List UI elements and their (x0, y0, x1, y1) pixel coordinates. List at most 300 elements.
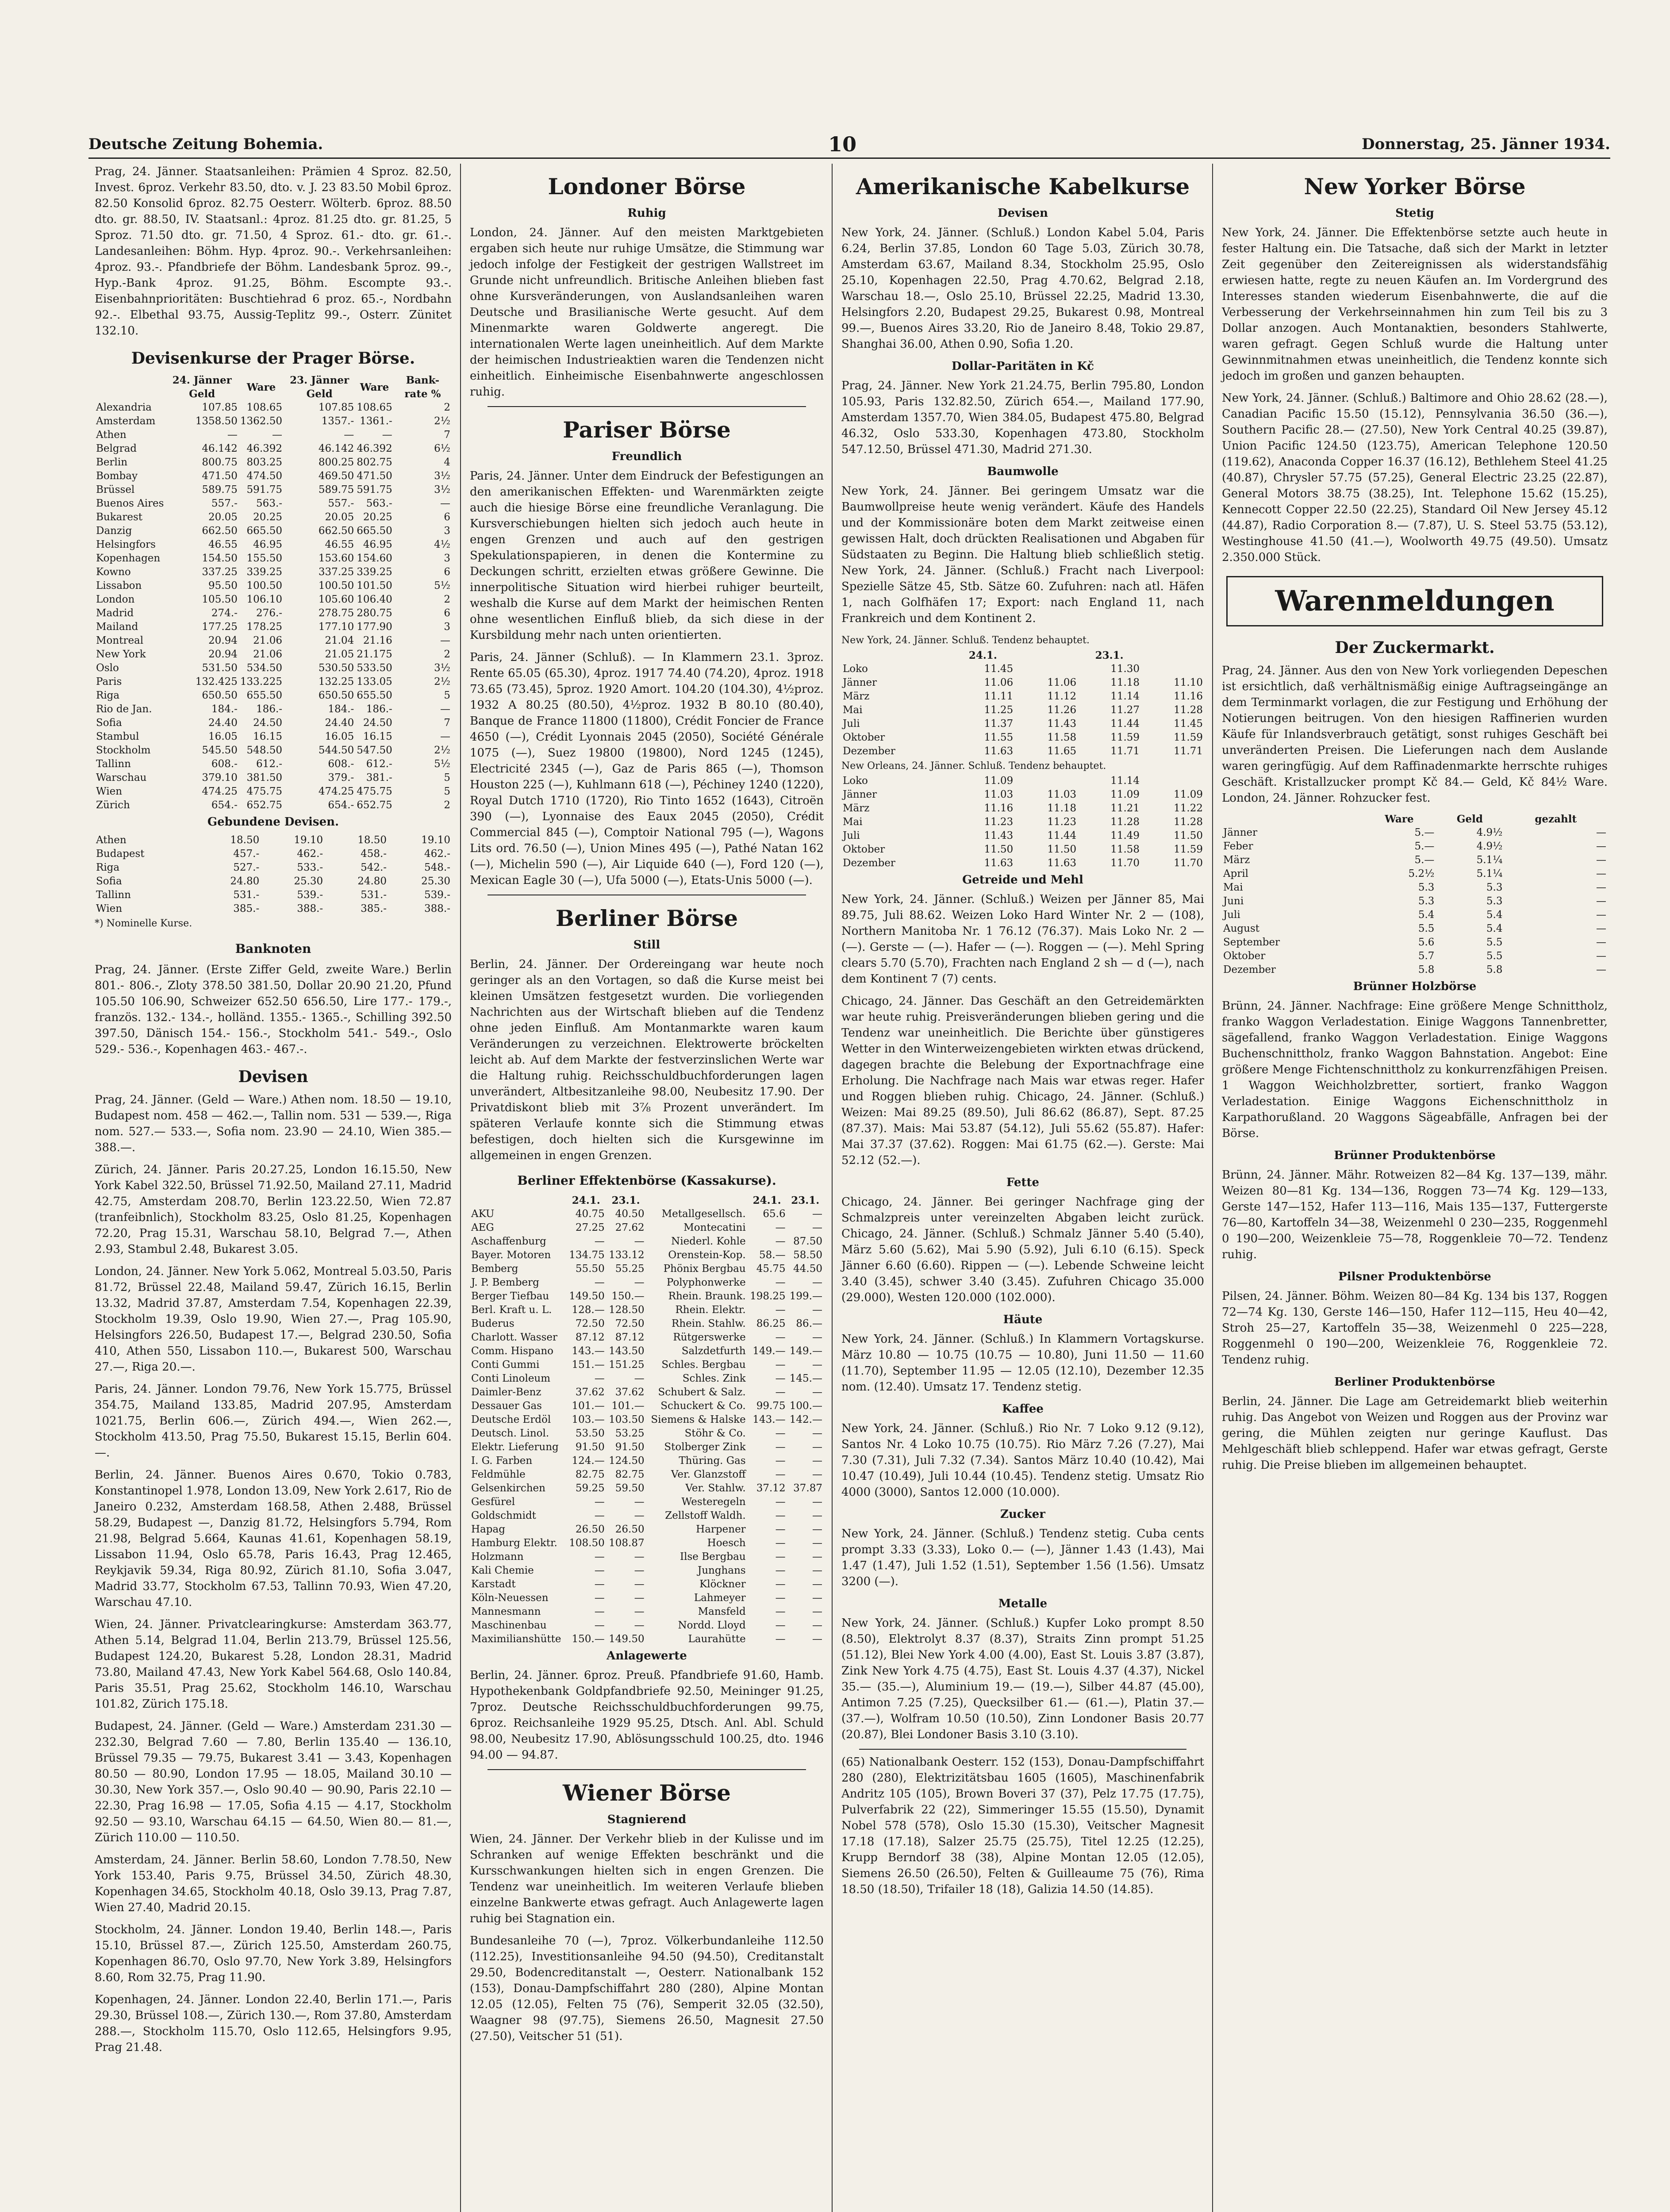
text-paragraph: Berlin, 24. Jänner. Buenos Aires 0.670, Tokio 0.783, Konstantinopel 1.978, London 13.09, New York 2.617, Rio de Janeiro 0.232, Amsterdam 168.58, Athen 2.488, Brüssel 58.29, Budapest —, Danzig 81.72, Helsingfors 5.794, Rom 21.98, Belgrad 5.664, Kaunas 41.61, Kopenhagen 58.19, Lissabon 11.94, Oslo 65.78, Paris 16.43, Prag 12.465, Reykjavik 59.34, Riga 80.92, Zürich 81.10, Sofia 3.047, Madrid 33.77, Stockholm 67.53, Tallinn 70.93, Wien 47.20, Warschau 47.10. (95, 1468, 452, 1609)
table-row (1222, 936, 1608, 949)
table-row (95, 799, 452, 812)
table-header: gezahlt (1535, 813, 1577, 825)
table-cell: 655.50 (246, 690, 283, 701)
table-cell: 471.50 (202, 470, 238, 482)
table-cell: 276.- (256, 607, 283, 619)
baumwolle-ny-table (841, 649, 1204, 758)
table-cell: 11.45 (984, 663, 1014, 675)
table-cell: August (1223, 923, 1260, 934)
table-cell: 25.30 (294, 876, 323, 887)
table-cell: 105.50 (202, 594, 238, 605)
table-cell: — (812, 1428, 822, 1439)
table-cell: Budapest (96, 848, 145, 860)
table-cell: — (812, 1537, 822, 1549)
table-cell: Buenos Aires (96, 498, 164, 509)
table-cell: 11.44 (1047, 830, 1077, 841)
table-row (1222, 963, 1608, 977)
table-cell: — (634, 1606, 645, 1617)
table-cell: 11.63 (1047, 857, 1077, 869)
table-cell: Gesfürel (471, 1496, 515, 1508)
text-paragraph: London, 24. Jänner. New York 5.062, Montreal 5.03.50, Paris 81.72, Brüssel 22.48, Mailand 59.47, Zürich 16.15, Berlin 13.32, Madrid 37.87, Amsterdam 7.54, Kopenhagen 22.39, Stockholm 19.39, Oslo 19.90, Wien 27.—, Prag 105.90, Helsingfors 226.50, Budapest 17.—, Belgrad 230.50, Sofia 410, Athen 550, Lissabon 110.—, Bukarest 500, Warschau 27.—, Riga 20.—. (95, 1265, 452, 1374)
table-cell: — (1596, 854, 1606, 866)
table-cell: 11.06 (984, 677, 1014, 688)
table-cell: Schles. Zink (682, 1373, 746, 1384)
baumwolle-no-title: New Orleans, 24. Jänner. Schluß. Tendenz behauptet. (841, 760, 1106, 772)
table-header: Geld (1456, 813, 1483, 825)
table-cell: 5½ (434, 758, 450, 770)
table-cell: Aschaffenburg (471, 1236, 546, 1247)
table-cell: — (812, 1524, 822, 1535)
table-cell (1014, 774, 1078, 788)
berliner-boerse-sub: Still (633, 938, 660, 952)
table-cell (1141, 774, 1204, 788)
table-cell: 4.9½ (1476, 841, 1503, 852)
table-cell: — (812, 1277, 822, 1288)
table-cell: 531.- (361, 889, 387, 901)
table-cell: 379.10 (202, 772, 238, 783)
column-rule (460, 164, 461, 2212)
table-cell: 25.30 (421, 876, 450, 887)
holzboerse-para: Brünn, 24. Jänner. Nachfrage: Eine größere Menge Schnittholz, franko Waggon Verladestation. Einige Waggons Tannenbretter, sägefallend, franko Waggon Verladestation. Einige Waggons Buchenschnittholz, franko Waggon Bahnstation. Angebot: Eine größere Menge Fichtenschnittholz zu konkurrenzfähigen Preisen. 1 Waggon Weichholzbretter, sortiert, franko Waggon Verladestation. Einige Waggons Eichenschnittholz in Karpathorußland. 20 Waggons Sägeabfälle, Anfragen bei der Börse. (1222, 999, 1608, 1140)
table-cell: 53.25 (615, 1428, 645, 1439)
table-cell: — (1596, 841, 1606, 852)
table-cell: 107.85 (202, 402, 238, 413)
table-cell: 21.05 (325, 649, 354, 660)
table-cell: Elektr. Lieferung (471, 1441, 559, 1453)
table-cell: 531.- (233, 889, 260, 901)
table-cell: — (775, 1359, 786, 1371)
table-cell: 11.28 (1174, 816, 1203, 828)
table-cell: Holzmann (471, 1551, 524, 1563)
table-cell: 11.27 (1110, 704, 1140, 716)
table-cell: 462.- (424, 848, 450, 860)
table-cell: 339.25 (246, 566, 283, 578)
table-cell: 5.7 (1418, 950, 1435, 962)
table-cell: Laurahütte (688, 1633, 746, 1645)
table-cell: Buderus (471, 1318, 514, 1329)
table-cell: 133.05 (357, 676, 392, 687)
table-row (470, 1248, 824, 1262)
table-cell: 6 (444, 511, 450, 523)
new-yorker-boerse-paras (1222, 225, 1608, 565)
table-cell: 5.4 (1486, 909, 1503, 921)
table-row (95, 875, 452, 888)
table-cell: 5 (444, 786, 450, 797)
table-row (95, 428, 452, 442)
table-row (841, 703, 1204, 717)
zuckermarkt-para: Prag, 24. Jänner. Aus den von New York vorliegenden Depeschen ist ersichtlich, daß verhältnismäßig einige Auftragseingänge an dem Terminmarkt vorlagen, die zur Festigung und Erhöhung der Notierungen beitrugen. Von den hiesigen Raffinerien wurden Käufe für Inlandsverbrauch getätigt, sonst ruhiges Geschäft bei unveränderten Preisen. Die Lieferungen nach dem Auslande waren geringfügig. Auf dem Raffinadenmarkte herrschte ruhiges Geschäft. Kristallzucker prompt Kč 84.— Geld, Kč 84½ Ware. London, 24. Jänner. Rohzucker fest. (1222, 664, 1608, 805)
table-cell: 557.- (328, 498, 354, 509)
table-cell: 2 (444, 649, 450, 660)
table-cell: 11.16 (1174, 691, 1203, 702)
table-cell: 533.- (297, 862, 323, 873)
table-row (95, 552, 452, 565)
table-cell: 19.10 (421, 834, 450, 846)
table-row (470, 1413, 824, 1427)
table-cell: — (775, 1537, 786, 1549)
table-cell: Kowno (96, 566, 131, 578)
table-row (95, 415, 452, 428)
table-cell: Riga (96, 862, 120, 873)
table-cell: Daimler-Benz (471, 1386, 541, 1398)
table-row (470, 1386, 824, 1399)
text-paragraph: Bundesanleihe 70 (—), 7proz. Völkerbundanleihe 112.50 (112.25), Investitionsanleihe 94.50 (94.50), Creditanstalt 29.50, Bodencreditanstalt —, Oesterr. Nationalbank 152 (153), Donau-Dampfschiffahrt 280 (280), Alpine Montan 12.05 (12.05), Felten 75 (76), Semperit 32.05 (32.50), Waagner 98 (97.75), Siemens 26.50, Magnesit 27.50 (27.50), Veitscher 51 (51). (470, 1934, 824, 2043)
table-cell: 72.50 (575, 1318, 605, 1329)
table-row (470, 1290, 824, 1303)
table-cell: 11.28 (1174, 704, 1203, 716)
table-cell: 7 (444, 717, 450, 729)
table-header: 24.1. (572, 1194, 600, 1206)
table-cell: 337.25 (318, 566, 354, 578)
table-cell: 58.— (759, 1249, 786, 1261)
table-cell: 5.5 (1418, 923, 1435, 934)
table-header (646, 1194, 747, 1207)
table-cell: — (812, 1592, 822, 1604)
table-row (470, 1482, 824, 1495)
table-cell: 3 (444, 553, 450, 564)
table-cell: 20.05 (208, 511, 238, 523)
table-cell: 11.45 (1174, 718, 1203, 730)
table-cell: 1357.- (321, 415, 354, 427)
table-cell: Rhein. Braunk. (668, 1290, 746, 1302)
wiener-boerse-paras (470, 1831, 824, 2044)
table-cell: 143.50 (609, 1345, 645, 1357)
devisen-title: Devisen (238, 1068, 308, 1086)
table-header (841, 649, 951, 662)
table-cell: 150.— (572, 1633, 605, 1645)
table-cell: 103.— (572, 1414, 605, 1425)
table-row (841, 788, 1204, 802)
table-cell: 1361.- (360, 415, 392, 427)
haeute-title: Häute (1003, 1313, 1043, 1326)
table-cell: 65.6 (763, 1208, 786, 1220)
table-cell: 803.25 (246, 457, 283, 468)
table-row (470, 1495, 824, 1509)
table-row (470, 1276, 824, 1290)
table-row (95, 483, 452, 497)
masthead (88, 131, 1610, 159)
table-cell: 474.25 (202, 786, 238, 797)
table-cell: 18.50 (230, 834, 260, 846)
metalle-para: New York, 24. Jänner. (Schluß.) Kupfer Loko prompt 8.50 (8.50), Elektrolyt 8.37 (8.37), Straits Zinn prompt 51.25 (51.12), Blei New York 4.00 (4.00), East St. Louis 3.87 (3.87), Zink New York 4.75 (4.75), East St. Louis 4.37 (4.37), Nickel 35.— (35.—), Aluminium 19.— (19.—), Silber 44.87 (45.00), Antimon 7.25 (7.25), Quecksilber 61.— (61.—), Platin 37.— (37.—), Wolfram 10.50 (10.50), Zinn Londoner Basis 20.77 (20.87), Blei Londoner Basis 3.10 (3.10). (841, 1617, 1204, 1741)
table-row (95, 565, 452, 579)
table-cell: 5 (444, 772, 450, 783)
table-cell: 548.50 (246, 745, 283, 756)
table-cell: 650.50 (202, 690, 238, 701)
table-cell: 11.23 (984, 816, 1014, 828)
table-row (841, 662, 1204, 676)
table-cell: 45.75 (756, 1263, 786, 1275)
devisen-paras (95, 1092, 452, 2055)
table-cell: 95.50 (208, 580, 238, 591)
table-row (841, 843, 1204, 856)
table-cell: 469.50 (318, 470, 354, 482)
table-cell: Oslo (96, 662, 119, 674)
table-cell: 16.15 (363, 731, 392, 742)
table-cell: 608.- (328, 758, 354, 770)
table-row (1222, 826, 1608, 840)
table-row (95, 661, 452, 675)
table-cell: — (440, 498, 450, 509)
table-cell: — (440, 731, 450, 742)
table-cell: 462.- (297, 848, 323, 860)
devisenkurse-table (95, 373, 452, 812)
table-cell: 6 (444, 566, 450, 578)
table-row (95, 689, 452, 703)
wiener-boerse-title: Wiener Börse (563, 1780, 731, 1806)
table-cell: 20.94 (208, 635, 238, 646)
table-cell: 589.75 (202, 484, 238, 495)
table-header: 23. Jänner Geld (290, 374, 349, 400)
table-cell: 11.43 (984, 830, 1014, 841)
table-cell: 27.62 (615, 1222, 645, 1233)
table-cell: 11.59 (1174, 732, 1203, 743)
table-cell: 475.75 (357, 786, 392, 797)
table-cell: 5.5 (1486, 937, 1503, 948)
table-cell: Mai (1223, 882, 1243, 893)
table-cell: 21.04 (325, 635, 354, 646)
table-row (841, 856, 1204, 870)
wien-continued-para: (65) Nationalbank Oesterr. 152 (153), Donau-Dampfschiffahrt 280 (280), Elektrizitätsbau 1605 (1605), Maschinenfabrik Andritz 105 (105), Brown Boveri 37 (37), Pelz 17.75 (17.75), Pulverfabrik 22 (22), Simmeringer 15.55 (15.50), Dynamit Nobel 578 (578), Oslo 15.30 (15.30), Veitscher Magnesit 17.18 (17.18), Salzer 25.75 (25.75), Titel 12.25 (12.25), Krupp Berndorf 38 (38), Alpine Montan 12.05 (12.05), Siemens 26.50 (26.50), Felten & Guilleaume 75 (76), Rima 18.50 (18.50), Trifailer 18 (18), Galizia 14.50 (14.85). (841, 1755, 1204, 1896)
table-cell: 11.16 (984, 803, 1014, 814)
table-cell: 11.18 (1047, 803, 1077, 814)
table-header: 24. Jänner Geld (172, 374, 232, 400)
table-cell: 145.— (789, 1373, 822, 1384)
produktenboerse-para: Brünn, 24. Jänner. Mähr. Rotweizen 82—84 Kg. 137—139, mähr. Weizen 80—81 Kg. 134—136, Roggen 73—74 Kg. 129—133, Gerste 147—152, Hafer 113—116, Mais 135—137, Futtergerste 76—80, Kartoffeln 34—38, Weizenmehl 0 230—235, Roggenmehl 0 190—200, Weizenkleie 75—78, Roggenkleie 70—72. Tendenz ruhig. (1222, 1168, 1608, 1261)
table-row (470, 1564, 824, 1578)
table-row (470, 1591, 824, 1605)
table-cell: 5.3 (1418, 895, 1435, 907)
table-cell: 278.75 (318, 607, 354, 619)
table-cell: 46.142 (318, 443, 354, 454)
table-cell: 184.- (211, 703, 238, 715)
table-cell: Mai (843, 816, 863, 828)
table-cell: 108.87 (609, 1537, 645, 1549)
table-cell: 381.- (366, 772, 392, 783)
table-cell: 589.75 (318, 484, 354, 495)
table-cell: 124.— (572, 1455, 605, 1467)
table-cell: Charlott. Wasser (471, 1332, 557, 1343)
table-row (470, 1523, 824, 1536)
table-row (470, 1207, 824, 1221)
table-cell: — (812, 1332, 822, 1343)
table-cell: 654.- (328, 799, 354, 811)
table-cell: 337.25 (202, 566, 238, 578)
table-cell: Oktober (1223, 950, 1266, 962)
table-row (95, 497, 452, 511)
table-cell: Salzdetfurth (681, 1345, 746, 1357)
table-cell: 11.23 (1047, 816, 1077, 828)
kabelkurse-title: Amerikanische Kabelkurse (856, 173, 1190, 200)
table-cell: — (634, 1578, 645, 1590)
table-cell: Helsingfors (96, 539, 156, 550)
table-cell: 100.50 (318, 580, 354, 591)
column-rule (1212, 164, 1213, 2212)
table-cell: 87.12 (575, 1332, 605, 1343)
table-cell: — (775, 1277, 786, 1288)
berliner-produkten-title: Berliner Produktenbörse (1334, 1375, 1495, 1389)
table-cell: 37.12 (756, 1482, 786, 1494)
table-cell: 5.4 (1418, 909, 1435, 921)
table-cell: 46.55 (208, 539, 238, 550)
table-cell: 11.12 (1047, 691, 1077, 702)
table-cell: Dezember (843, 857, 895, 869)
table-row (1222, 908, 1608, 922)
table-cell: 11.59 (1174, 844, 1203, 855)
table-row (470, 1509, 824, 1523)
table-cell: Ilse Bergbau (680, 1551, 746, 1563)
table-cell: 18.50 (357, 834, 387, 846)
table-cell: Bukarest (96, 511, 143, 523)
table-row (95, 579, 452, 593)
table-cell: 379.- (328, 772, 354, 783)
table-cell: 2½ (434, 745, 450, 756)
table-cell: — (1596, 950, 1606, 962)
table-cell: 1358.50 (195, 415, 238, 427)
fette-para: Chicago, 24. Jänner. Bei geringer Nachfrage ging der Schmalzpreis unter vereinzelten Abgaben leicht zurück. Chicago, 24. Jänner. (Schluß.) Schmalz Jänner 5.40 (5.40), März 5.60 (5.62), Mai 5.90 (5.92), Juli 6.10 (6.15). Speck Jänner 6.60 (6.60). Rippen — (—). Lebende Schweine leicht 3.40 (3.45), schwer 3.40 (3.45). Zufuhren Chicago 35.000 (29.000), Westen 120.000 (102.000). (841, 1195, 1204, 1304)
table-row (95, 716, 452, 730)
table-cell: 5.3 (1486, 895, 1503, 907)
table-cell: — (775, 1565, 786, 1576)
table-cell: Hoesch (707, 1537, 746, 1549)
warenmeldungen-box: Warenmeldungen (1226, 576, 1603, 626)
table-cell: — (634, 1510, 645, 1521)
table-cell: 385.- (361, 903, 387, 914)
table-cell: — (812, 1633, 822, 1645)
table-cell: 11.65 (1047, 745, 1077, 757)
table-cell: Stambul (96, 731, 139, 742)
table-cell: Rio de Jan. (96, 703, 152, 715)
table-row (95, 442, 452, 456)
table-cell: Bombay (96, 470, 138, 482)
table-row (95, 469, 452, 483)
table-cell: 151.25 (609, 1359, 645, 1371)
table-cell: 2½ (434, 415, 450, 427)
table-cell: Zürich (96, 799, 130, 811)
table-cell: 133.12 (609, 1249, 645, 1261)
table-cell: 184.- (328, 703, 354, 715)
table-cell: 2½ (434, 676, 450, 687)
table-cell: 6½ (434, 443, 450, 454)
zucker-london-table (1222, 812, 1608, 977)
table-cell: 106.10 (246, 594, 283, 605)
table-cell: — (812, 1565, 822, 1576)
table-cell: Juli (1223, 909, 1240, 921)
table-cell: — (1596, 868, 1606, 879)
text-paragraph: Prag, 24. Jänner. (Geld — Ware.) Athen nom. 18.50 — 19.10, Budapest nom. 458 — 462.—, Tallin nom. 531 — 539.—, Riga nom. 527.— 533.—, Sofia nom. 23.90 — 24.10, Wien 385.— 388.—. (95, 1093, 452, 1154)
table-cell: Kali Chemie (471, 1565, 534, 1576)
londoner-boerse-title: Londoner Börse (548, 173, 746, 200)
text-paragraph: Stockholm, 24. Jänner. London 19.40, Berlin 148.—, Paris 15.10, Brüssel 87.—, Zürich 125.50, Amsterdam 260.75, Kopenhagen 86.70, Oslo 97.70, New York 3.89, Helsingfors 8.60, Rom 32.75, Prag 11.90. (95, 1923, 452, 1984)
table-cell: Warschau (96, 772, 147, 783)
table-cell: Jänner (843, 789, 877, 800)
table-cell: März (843, 691, 870, 702)
banknoten-para: Prag, 24. Jänner. (Erste Ziffer Geld, zweite Ware.) Berlin 801.- 806.-, Zloty 378.50 381.50, Dollar 20.90 21.20, Pfund 105.50 106.90, Schweizer 652.50 656.50, Lire 177.- 179.-, französ. 132.- 134.-, holländ. 1355.- 1365.-, Schilling 392.50 397.50, Dänisch 154.- 156.-, Stockholm 541.- 549.-, Oslo 529.- 536.-, Kopenhagen 463.- 467.-. (95, 963, 452, 1056)
table-cell: Lissabon (96, 580, 142, 591)
table-cell: — (775, 1304, 786, 1316)
wiener-boerse-sub: Stagnierend (607, 1813, 687, 1826)
table-cell: 24.80 (230, 876, 260, 887)
table-cell: Köln-Neuessen (471, 1592, 549, 1604)
table-cell: — (1596, 937, 1606, 948)
table-cell: 186.- (256, 703, 283, 715)
table-row (95, 785, 452, 799)
table-cell: 11.25 (984, 704, 1014, 716)
table-cell: — (594, 1236, 605, 1247)
table-cell: 800.75 (202, 457, 238, 468)
table-cell: 46.95 (253, 539, 283, 550)
table-row (470, 1550, 824, 1564)
table-cell: Schuckert & Co. (660, 1400, 746, 1412)
table-cell: — (775, 1551, 786, 1563)
table-cell: Gelsenkirchen (471, 1482, 545, 1494)
table-cell: 20.25 (363, 511, 392, 523)
text-paragraph: New York, 24. Jänner. Die Effektenbörse setzte auch heute in fester Haltung ein. Die Tatsache, daß sich der Markt in letzter Zeit gegenüber den Zeitereignissen als widerstandsfähig erwiesen hatte, regte zu neuen Käufen an. Im Vordergrund des Interesses standen wiederum Eisenbahnwerte, die auf die Verbesserung der Verkehrseinnahmen hin zum Teil bis zu 3 Dollar anzogen. Auch Montanaktien, besonders Stahlwerte, waren gefragt. Gegen Schluß wurde die Haltung unter Gewinnmitnahmen etwas uneinheitlich, die Tendenz konnte sich jedoch im großen und ganzen behaupten. (1222, 226, 1608, 383)
table-cell: 100.— (789, 1400, 822, 1412)
table-row (95, 401, 452, 415)
table-cell: — (812, 1606, 822, 1617)
table-cell: — (775, 1332, 786, 1343)
table-cell: — (812, 1222, 822, 1233)
table-cell: Metallgesellsch. (661, 1208, 746, 1220)
table-cell: 563.- (366, 498, 392, 509)
table-cell: — (775, 1222, 786, 1233)
banknoten-title: Banknoten (235, 941, 311, 956)
produktenboerse-title: Brünner Produktenbörse (1334, 1149, 1496, 1162)
kabelkurse-sub: Devisen (997, 207, 1048, 220)
table-cell: 11.26 (1047, 704, 1077, 716)
table-cell: 381.50 (246, 772, 283, 783)
table-row (1222, 867, 1608, 881)
table-cell: Oktober (843, 732, 885, 743)
table-cell: 5.— (1414, 854, 1435, 866)
table-cell: 11.14 (1110, 691, 1140, 702)
table-cell: 11.70 (1174, 857, 1203, 869)
table-cell: — (812, 1620, 822, 1631)
table-cell: 11.55 (984, 732, 1014, 743)
table-cell: Junghans (697, 1565, 746, 1576)
table-cell: 11.50 (1174, 830, 1203, 841)
table-cell: 542.- (361, 862, 387, 873)
table-cell: AEG (471, 1222, 494, 1233)
table-cell: 5.— (1414, 841, 1435, 852)
baumwolle-ny-title: New York, 24. Jänner. Schluß. Tendenz behauptet. (841, 635, 1090, 646)
metalle-title: Metalle (998, 1597, 1048, 1610)
table-row (470, 1235, 824, 1248)
table-row (470, 1303, 824, 1317)
table-cell: 26.50 (575, 1524, 605, 1535)
table-cell: Ver. Glanzstoff (671, 1469, 746, 1480)
table-cell: 105.60 (318, 594, 354, 605)
kaffee-title: Kaffee (1002, 1402, 1044, 1416)
table-cell: — (1596, 827, 1606, 838)
table-row (95, 703, 452, 716)
table-cell: — (812, 1441, 822, 1453)
text-paragraph: Paris, 24. Jänner. London 79.76, New York 15.775, Brüssel 354.75, Mailand 133.85, Madrid 207.95, Amsterdam 1021.75, Berlin 606.—, Zürich 494.—, Wien 262.—, Stockholm 413.50, Prag 75.50, Bukarest 15.15, Berlin 604.—. (95, 1382, 452, 1459)
table-cell: Montecatini (683, 1222, 746, 1233)
table-row (95, 648, 452, 661)
table-cell: Deutsch. Linol. (471, 1428, 549, 1439)
table-row (95, 511, 452, 524)
table-cell: 199.— (789, 1290, 822, 1302)
table-cell: Goldschmidt (471, 1510, 536, 1521)
table-cell: 11.22 (1174, 803, 1203, 814)
table-cell: 21.16 (363, 635, 392, 646)
table-cell: Juni (1223, 895, 1244, 907)
table-cell: 11.50 (984, 844, 1014, 855)
table-cell: Phönix Bergbau (663, 1263, 746, 1275)
table-cell: — (594, 1592, 605, 1604)
